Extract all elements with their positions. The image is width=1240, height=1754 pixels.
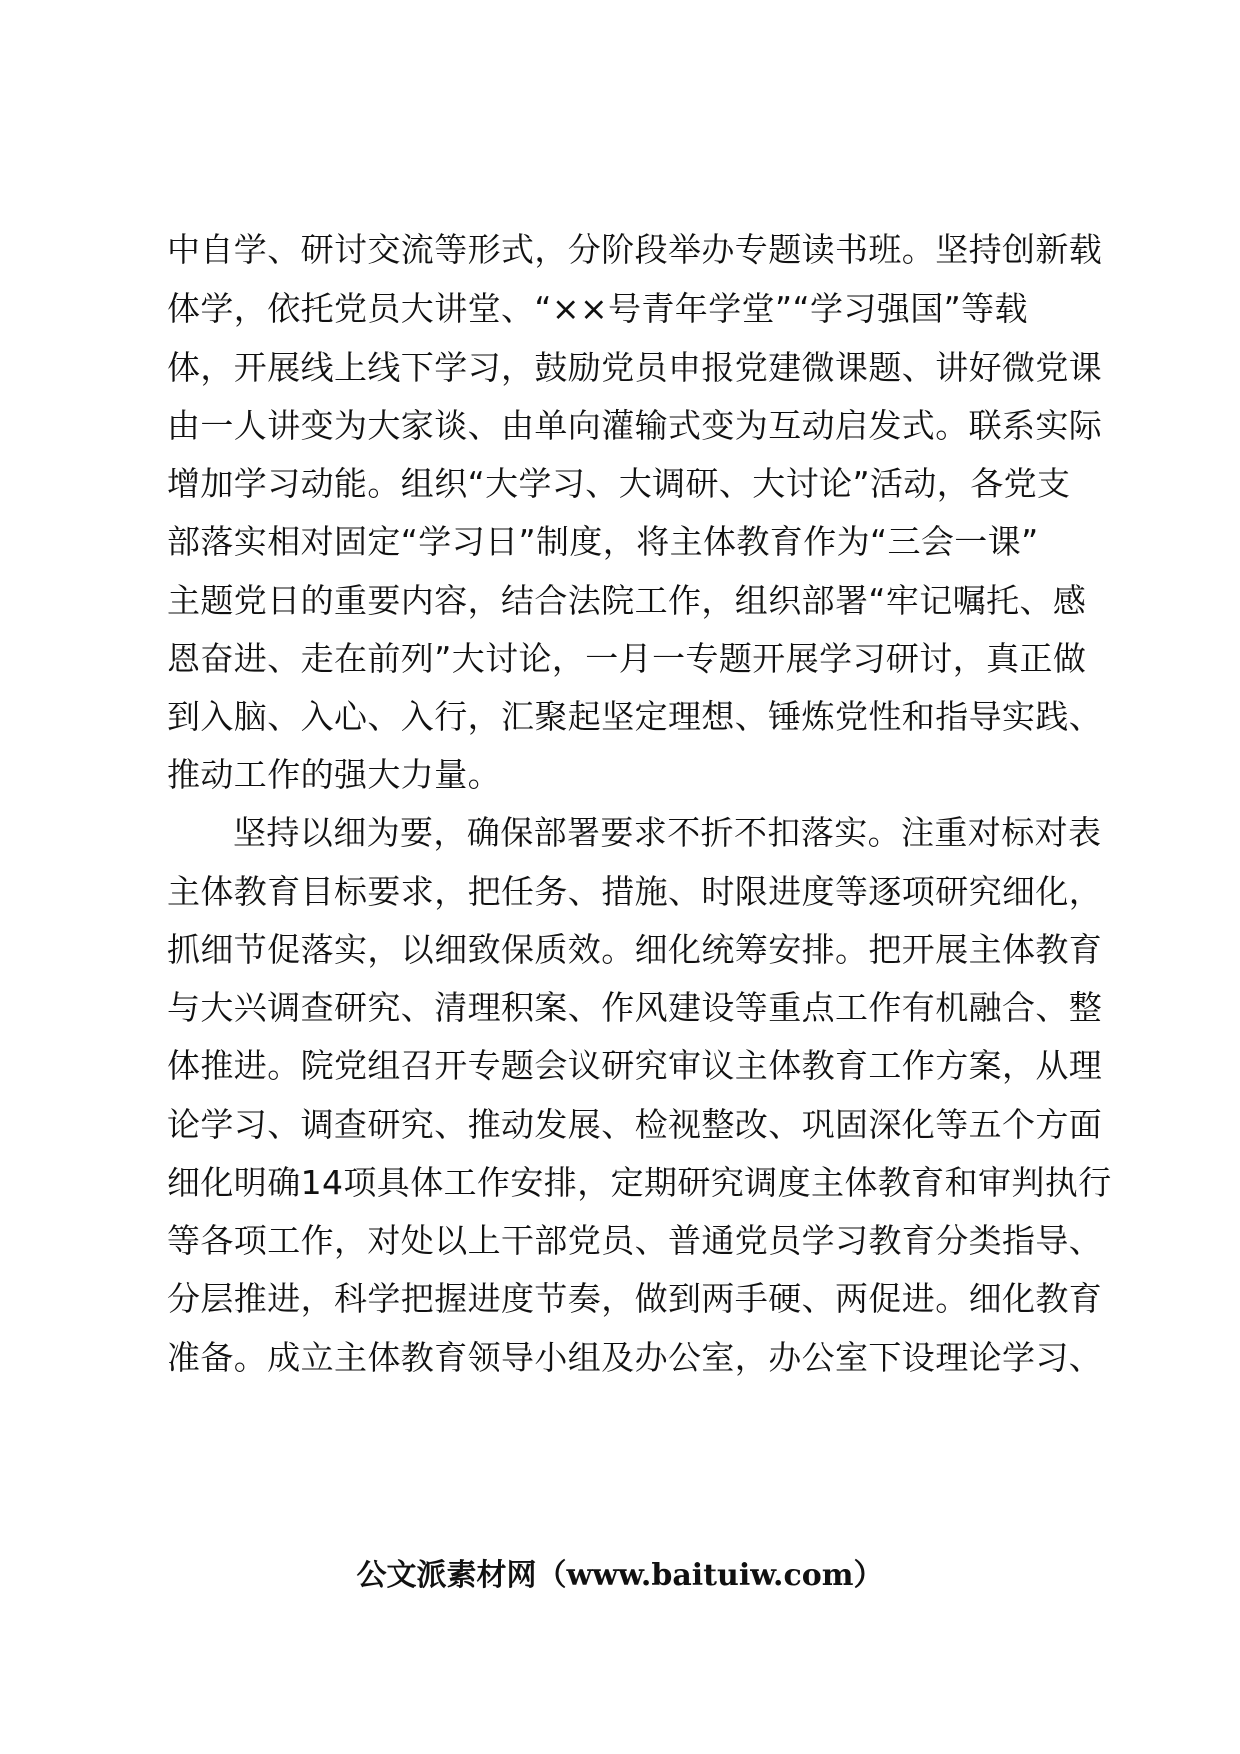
body-line: 推动工作的强大力量。	[167, 755, 501, 794]
body-line: 与大兴调查研究、清理积案、作风建设等重点工作有机融合、整	[167, 988, 1103, 1027]
body-line: 准备。成立主体教育领导小组及办公室，办公室下设理论学习、	[167, 1338, 1103, 1377]
body-line: 主题党日的重要内容，结合法院工作，组织部署“牢记嘱托、感	[167, 581, 1087, 620]
body-line: 主体教育目标要求，把任务、措施、时限进度等逐项研究细化，	[167, 872, 1103, 911]
body-line: 由一人讲变为大家谈、由单向灌输式变为互动启发式。联系实际	[167, 406, 1103, 445]
footer-watermark-text: 公文派素材网（www.baituiw.com）	[356, 1558, 884, 1593]
body-line: 等各项工作，对处以上干部党员、普通党员学习教育分类指导、	[167, 1221, 1103, 1260]
body-line: 增加学习动能。组织“大学习、大调研、大讨论”活动，各党支	[167, 464, 1071, 503]
body-line: 体推进。院党组召开专题会议研究审议主体教育工作方案，从理	[167, 1046, 1103, 1085]
body-line: 细化明确14项具体工作安排，定期研究调度主体教育和审判执行	[167, 1163, 1112, 1202]
body-line: 分层推进，科学把握进度节奏，做到两手硬、两促进。细化教育	[167, 1279, 1103, 1318]
body-line: 恩奋进、走在前列”大讨论，一月一专题开展学习研讨，真正做	[167, 639, 1087, 678]
body-line: 抓细节促落实，以细致保质效。细化统筹安排。把开展主体教育	[167, 930, 1103, 969]
body-line: 中自学、研讨交流等形式，分阶段举办专题读书班。坚持创新载	[167, 230, 1103, 269]
body-line: 体，开展线上线下学习，鼓励党员申报党建微课题、讲好微党课	[167, 348, 1103, 387]
body-line: 论学习、调查研究、推动发展、检视整改、巩固深化等五个方面	[167, 1105, 1103, 1144]
paragraph-first-line: 坚持以细为要，确保部署要求不折不扣落实。注重对标对表	[233, 813, 1102, 852]
body-line: 到入脑、入心、入行，汇聚起坚定理想、锤炼党性和指导实践、	[167, 697, 1103, 736]
body-line: 体学，依托党员大讲堂、“××号青年学堂”“学习强国”等载	[167, 289, 1028, 328]
body-line: 部落实相对固定“学习日”制度，将主体教育作为“三会一课”	[167, 522, 1039, 561]
